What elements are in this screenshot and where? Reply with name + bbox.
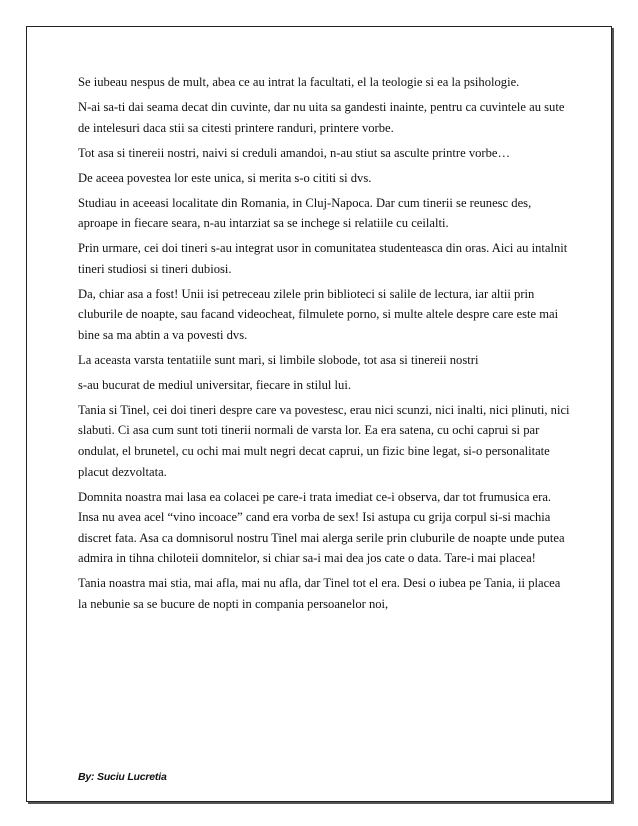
paragraph-12: Tania noastra mai stia, mai afla, mai nu afla, dar Tinel tot el era. Desi o iubea pe Tania, ii placea la nebunie sa se bucure de nopti in compania persoanelor noi, (78, 576, 561, 611)
document-body (78, 72, 570, 619)
paragraph-1: Se iubeau nespus de mult, abea ce au intrat la facultati, el la teologie si ea la psihologie. (78, 75, 520, 89)
paragraph-9: s-au bucurat de mediul universitar, fiecare in stilul lui. (78, 377, 351, 392)
paragraph-2: N-ai sa-ti dai seama decat din cuvinte, dar nu uita sa gandesti inainte, pentru ca cuvintele au sute de intelesuri daca stii sa citesti printere randuri, printere vorbe. (78, 99, 565, 135)
paragraph-3: Tot asa si tinereii nostri, naivi si creduli amandoi, n-au stiut sa asculte printre vorbe… (78, 145, 511, 160)
paragraph-7: Da, chiar asa a fost! Unii isi petreceau zilele prin biblioteci si salile de lectura, iar altii prin cluburile de noapte, sau facand videocheat, filmulete porno, si multe altele despre care este mai bine sa ma abtin a va povesti dvs. (78, 286, 559, 342)
paragraph-4: De aceea povestea lor este unica, si merita s-o cititi si dvs. (78, 170, 372, 185)
paragraph-8: La aceasta varsta tentatiile sunt mari, si limbile slobode, tot asa si tinereii nostri (78, 352, 479, 367)
paragraph-11: Domnita noastra mai lasa ea colacei pe care-i trata imediat ce-i observa, dar tot frumusica era. Insa nu avea acel “vino incoace” cand era vorba de sex! Isi astupa cu grija corpul si-si machia discret fata. Asa ca domnisorul nostru Tinel mai alerga serile prin cluburile de noapte unde putea admira in tihna chiloteii domnitelor, si chiar sa-i mai dea jos cate o data. Tare-i mai placea! (78, 489, 565, 566)
paragraph-5: Studiau in aceeasi localitate din Romania, in Cluj-Napoca. Dar cum tinerii se reunesc des, aproape in fiecare seara, n-au intarziat sa se inchege si relatiile cu ceilalti. (78, 195, 532, 231)
author-footer: By: Suciu Lucretia (78, 771, 167, 783)
paragraph-6: Prin urmare, cei doi tineri s-au integrat usor in comunitatea studenteasca din oras. Aici au intalnit tineri studiosi si tineri dubiosi. (78, 241, 568, 276)
paragraph-10: Tania si Tinel, cei doi tineri despre care va povestesc, erau nici scunzi, nici inalti, nici plinuti, nici slabuti. Ci asa cum sunt toti tinerii normali de varsta lor. Ea era satena, cu ochi caprui si par ondulat, el brunetel, cu ochi mai mult negri decat caprui, un fizic bine legat, si-o personalitate placut dezvoltata. (78, 402, 570, 479)
